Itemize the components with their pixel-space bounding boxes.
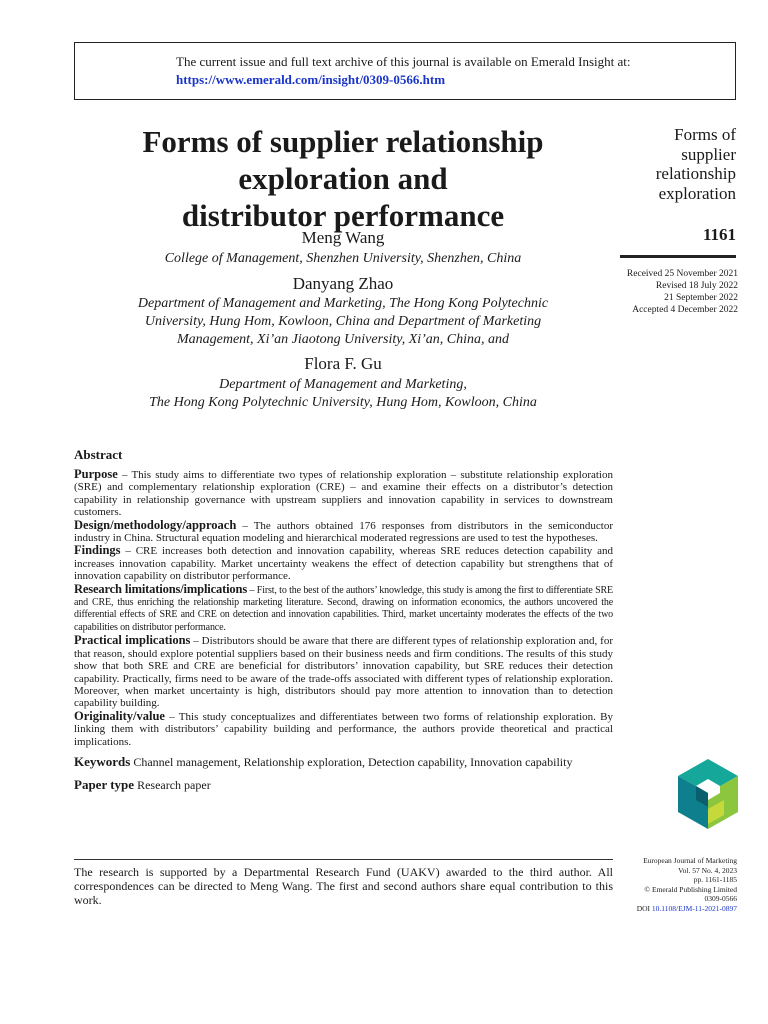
notice-text: The current issue and full text archive of this journal is available on Emerald Insight at:	[176, 54, 631, 69]
author-name: Meng Wang	[301, 228, 385, 247]
article-history-dates	[600, 268, 738, 316]
journal-info	[600, 856, 737, 913]
section-text: – The authors obtained 176 responses from distributors in the semiconductor industry in China. Structural equation modeling and hierarchical moderated regressions are used to test the hypotheses.	[74, 519, 613, 545]
title-line-3: distributor performance	[181, 198, 505, 233]
doi-label: DOI	[636, 903, 651, 913]
journal-copyright: © Emerald Publishing Limited	[644, 884, 737, 894]
section-text: – This study aims to differentiate two types of relationship exploration – substitute relationship exploration (SRE) and complementary relationship exploration (CRE) – and examine their effects on a distributor’s detection capability in relationship governance with upstream suppliers and innovation capability in services to downstream customers.	[74, 469, 613, 519]
running-title-line: supplier	[681, 144, 736, 164]
funding-footnote: The research is supported by a Departmental Research Fund (UAKV) awarded to the third author. All correspondences can be directed to Meng Wang. The first and second authors share equal contribution to this work.	[74, 865, 613, 907]
section-text: – Distributors should be aware that there are different types of relationship exploration and, for that reason, should explore potential suppliers based on their business needs and firm conditions. The results of this study show that both SRE and CRE are beneficial for distributors’ innovation capability, but SRE reduces their detection capability. Practically, firms need to be aware of the trade-offs associated with different types of relationship exploration. Moreover, when market uncertainty is high, distributors should pay more attention to innovation than to detection capability building.	[74, 635, 613, 710]
keywords-label: Keywords	[74, 753, 131, 769]
title-line-2: exploration and	[238, 161, 448, 196]
author-affiliation	[74, 295, 612, 349]
journal-issn: 0309-0566	[704, 894, 737, 903]
section-label: Originality/value	[74, 708, 165, 723]
section-text: – First, to the best of the authors’ knowledge, this study is among the first to differentiate SRE and CRE, thus enriching the relationship marketing literature. Second, drawing on information economics, the authors uncovered the differential effects of SRE and CRE on detection and innovation capabilities. Third, market uncertainty moderates the effects of the two capabilities on distributor performance.	[74, 584, 614, 633]
author-name: Danyang Zhao	[292, 274, 394, 293]
date-accepted: Accepted 4 December 2022	[632, 305, 738, 315]
date-received: Received 25 November 2021	[626, 269, 738, 279]
author-affiliation	[74, 250, 612, 268]
date-revised-2: 21 September 2022	[664, 293, 738, 303]
journal-name: European Journal of Marketing	[643, 856, 737, 865]
affiliation-line: Department of Management and Marketing,	[219, 377, 467, 392]
affiliation-line: Department of Management and Marketing, The Hong Kong Polytechnic	[137, 296, 549, 311]
journal-url-link[interactable]: https://www.emerald.com/insight/0309-0566.htm	[176, 72, 446, 87]
running-title	[620, 125, 736, 203]
abstract-heading: Abstract	[74, 447, 123, 462]
paper-type-label: Paper type	[74, 776, 135, 792]
keywords	[74, 755, 613, 769]
journal-doi	[600, 904, 737, 914]
article-title	[74, 123, 612, 234]
section-label: Design/methodology/approach	[74, 517, 237, 532]
doi-link[interactable]: 10.1108/EJM-11-2021-0897	[651, 903, 737, 913]
running-title-line: Forms of	[674, 125, 736, 144]
abstract-block	[74, 447, 613, 793]
page-number: 1161	[702, 225, 736, 244]
paper-type	[74, 777, 613, 793]
affiliation-line: University, Hung Hom, Kowloon, China and Department of Marketing	[144, 314, 542, 329]
running-title-line: exploration	[658, 183, 736, 203]
abstract-limitations	[74, 583, 613, 635]
section-text: – This study conceptualizes and differentiates between two forms of relationship exploration. By linking them with distributors’ capability building and performance, the authors provide theoretical and practical implications.	[74, 710, 613, 748]
author-affiliation	[74, 376, 612, 412]
author-name: Flora F. Gu	[304, 354, 382, 373]
abstract-practical	[74, 634, 613, 709]
affiliation-line: College of Management, Shenzhen University, Shenzhen, China	[164, 251, 522, 266]
affiliation-line: Management, Xi’an Jiaotong University, Xi’an, China, and	[176, 332, 510, 347]
section-text: – CRE increases both detection and innovation capability, whereas SRE reduces detection capability and increases innovation capability. Market uncertainty weakens the effect of detection capability but strengthens that of innovation capability on distributor performance.	[74, 545, 613, 583]
section-label: Research limitations/implications	[74, 581, 248, 596]
paper-type-text: Research paper	[134, 777, 211, 792]
section-label: Purpose	[74, 467, 118, 481]
journal-pages: pp. 1161-1185	[693, 875, 737, 884]
affiliation-line: The Hong Kong Polytechnic University, Hung Hom, Kowloon, China	[149, 395, 537, 410]
abstract-originality	[74, 710, 613, 748]
footnote-divider	[74, 859, 613, 860]
section-label: Practical implications	[74, 633, 191, 648]
running-title-line: relationship	[655, 164, 736, 183]
journal-archive-notice	[74, 42, 736, 100]
abstract-design	[74, 519, 613, 545]
publisher-logo-icon	[676, 757, 740, 831]
journal-volume: Vol. 57 No. 4, 2023	[678, 865, 737, 875]
section-label: Findings	[74, 543, 121, 558]
keywords-text: Channel management, Relationship exploration, Detection capability, Innovation capability	[130, 754, 573, 769]
title-line-1: Forms of supplier relationship	[142, 124, 544, 159]
side-divider	[620, 255, 736, 258]
abstract-findings	[74, 544, 613, 582]
date-revised: Revised 18 July 2022	[655, 281, 738, 291]
abstract-purpose	[74, 468, 613, 519]
